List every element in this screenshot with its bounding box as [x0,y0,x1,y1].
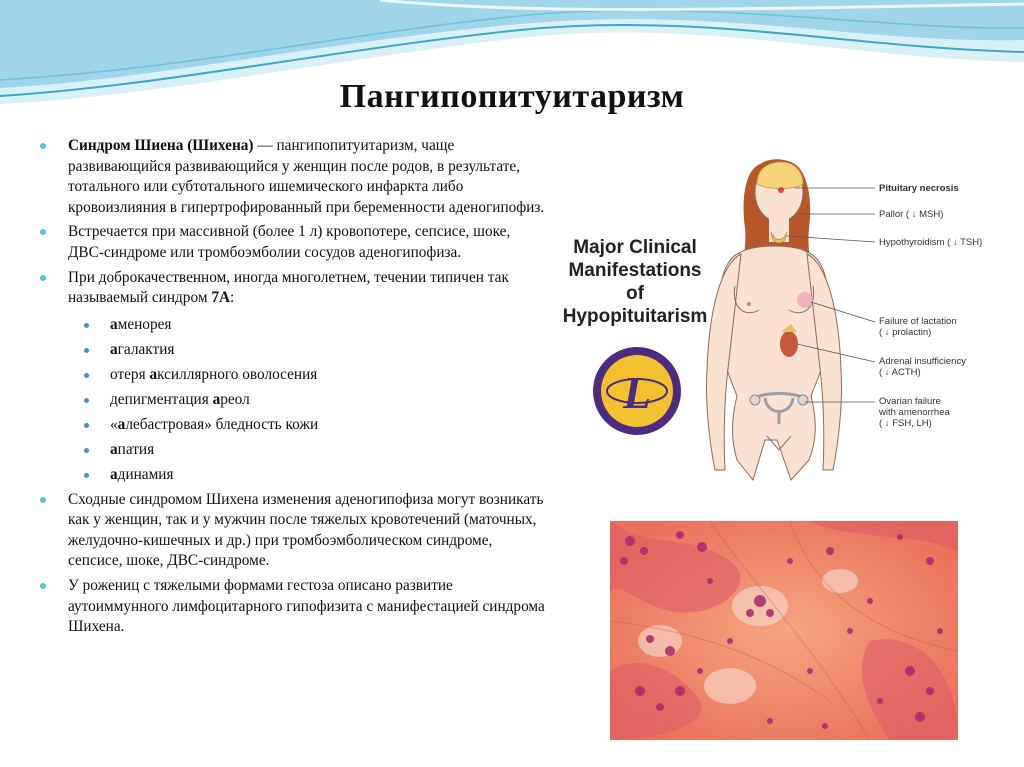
bullet-text: — пангипопитуитаризм, чаще развивающийся развивающийся у женщин после родов, в результате, тотального или субтотального ишемического инфаркта либо кровоизлияния в гипертрофированный при беременности аденогипофиз. [68,137,545,216]
label-line: Ovarian failure [879,396,941,407]
bullet-sheehan-definition [40,136,550,218]
rest-text: патия [117,440,155,458]
pituitary-gland [778,187,784,193]
slide-title: Пангипопитуитаризм [339,78,685,115]
label-line: ( ↓ ACTH) [879,367,921,378]
rest-text: ксиллярного оволосения [157,365,318,383]
rest-text: реол [220,390,250,408]
term-sheehan: Синдром Шиена (Шихена) [68,137,254,154]
pre-text: « [110,415,118,433]
sub-bullet-alabaster [68,415,550,436]
bullet-text: Встречается при массивной (более 1 л) кровопотере, сепсисе, шоке, ДВС-синдроме или тромбоэмболии сосудов аденогипофиза. [68,223,511,261]
nipple-left [747,302,751,306]
figure-heading-line: Manifestations [568,260,702,281]
ovary-right [798,395,808,405]
bullet-text-column [40,136,550,642]
sub-bullet-agalactia [68,340,550,361]
label-line: with amenorrhea [879,407,950,418]
neck [769,218,789,242]
first-letter: а [149,365,158,383]
bullet-text: У рожениц с тяжелыми формами гестоза описано развитие аутоиммунного лимфоцитарного гипофизита с манифестацией синдрома Шихена. [68,577,545,636]
label-ovarian-failure [879,396,950,429]
figure-heading-line: Major Clinical [573,237,697,258]
label-pituitary-necrosis: Pituitary necrosis [879,183,959,194]
label-line: ( ↓ prolactin) [879,327,932,338]
sub-bullet-list [68,315,550,486]
label-hypothyroidism: Hypothyroidism ( ↓ TSH) [879,237,983,248]
bullet-tail: : [230,289,235,307]
sub-bullet-amenorrhea [68,315,550,336]
first-letter: а [110,465,118,483]
figure-heading-line: Hypopituitarism [562,306,708,327]
first-letter: а [117,415,126,433]
rest-text: лебастровая» бледность кожи [125,415,319,433]
label-adrenal-insufficiency [879,356,966,378]
first-letter: а [212,390,221,408]
term-7a: 7А [211,289,231,307]
areola-right [797,292,813,308]
sub-bullet-adynamia [68,465,550,486]
label-line: Adrenal insufficiency [879,356,966,367]
rest-text: менорея [117,315,172,333]
bullet-gestosis [40,576,550,638]
sub-bullet-axillary [68,365,550,386]
histology-micrograph [610,521,958,740]
sub-bullet-areola [68,390,550,411]
label-line: ( ↓ FSH, LH) [879,418,932,429]
first-letter: а [110,340,118,358]
kidney [780,331,798,357]
bullet-7a-syndrome [40,268,550,486]
bullet-list [40,136,550,638]
bullet-occurrence [40,222,550,263]
label-failure-of-lactation [879,316,957,338]
pre-text: отеря [110,365,150,383]
bullet-text: Сходные синдромом Шихена изменения аденогипофиза могут возникать как у женщин, так и у мужчин после тяжелых кровотечений (маточных, желудочно-кишечных и др.) при тромбоэмболическом синдроме, сепсисе, шоке, ДВС-синдроме. [68,490,544,570]
rest-text: галактия [117,340,175,358]
bullet-similar-changes [40,490,550,572]
lakers-logo [593,347,681,435]
label-line: Failure of lactation [879,316,957,327]
logo-letter: L [622,367,652,418]
rest-text: динамия [117,465,174,483]
first-letter: а [110,315,118,333]
hypopituitarism-figure [555,140,1000,500]
bullet-text: При доброкачественном, иногда многолетнем, течении типичен так называемый синдром [68,268,509,307]
first-letter: а [110,440,118,458]
figure-heading-line: of [626,283,644,304]
sub-bullet-apathy [68,440,550,461]
ovary-left [750,395,760,405]
pre-text: депигментация [110,390,213,408]
label-pallor: Pallor ( ↓ MSH) [879,209,944,220]
